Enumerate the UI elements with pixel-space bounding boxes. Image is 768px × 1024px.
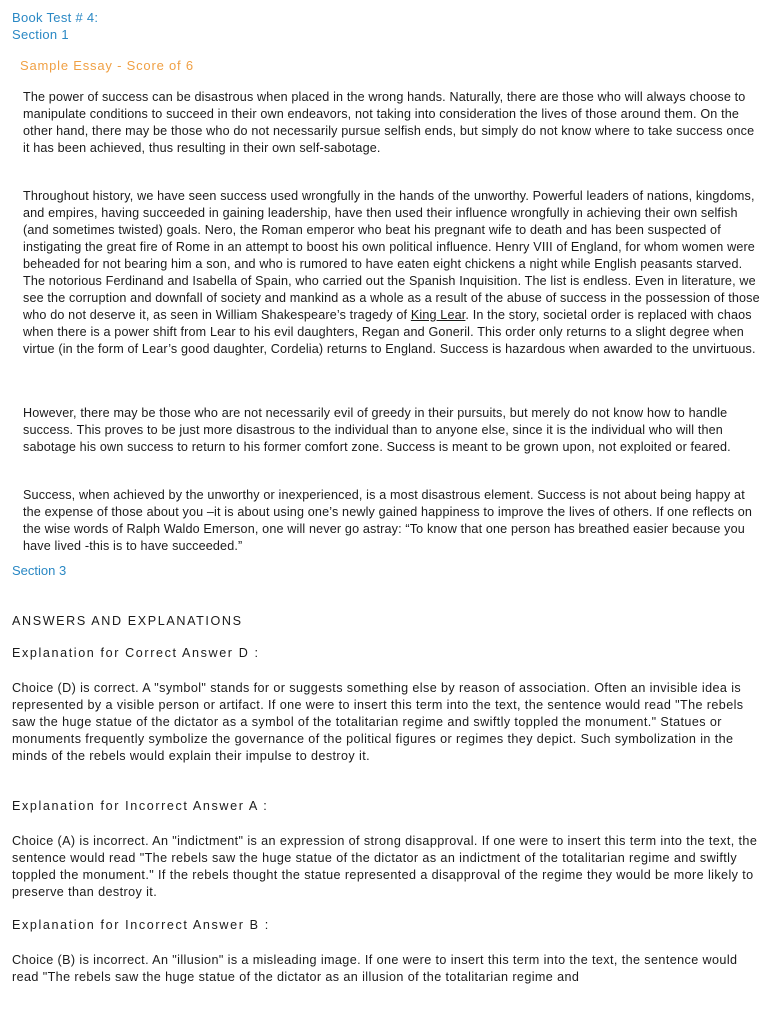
answer-d-text: Choice (D) is correct. A "symbol" stands for or suggests something else by reason of association. Often an invisible idea is represented by a visible person or artifact. If one were to insert this term into the text, the sentence would read "The rebels saw the huge statue of the dictator as a symbol of the totalitarian regime and swiftly toppled the monument." Statues or monuments frequently symbolize the governance of the political figures or regimes they depict. Such symbolization in the minds of the rebels would explain their impulse to destroy it.: [12, 681, 744, 763]
section-3-heading: Section 3: [12, 563, 67, 578]
answer-b-explanation: [12, 952, 760, 986]
book-test-label: Book Test # 4:: [12, 10, 99, 25]
answer-b-heading: Explanation for Incorrect Answer B :: [12, 918, 270, 932]
essay-paragraph-2-text: [23, 188, 761, 358]
answer-d-heading: Explanation for Correct Answer D :: [12, 646, 260, 660]
essay-paragraph-2-part-1: Throughout history, we have seen success used wrongfully in the hands of the unworthy. Powerful leaders of nations, kingdoms, and empires, having succeeded in gaining leadership, have then used their influence wrongfully in achieving their own selfish (and sometimes twisted) goals. Nero, the Roman emperor who beat his pregnant wife to death and has been suspected of instigating the great fire of Rome in an attempt to boost his own political influence. Henry VIII of England, for whom women were beheaded for not bearing him a son, and who is rumored to have eaten eight chickens a night while English peasants starved. The notorious Ferdinand and Isabella of Spain, who carried out the Spanish Inquisition. The list is endless. Even in literature, we see the corruption and downfall of society and mankind as a whole as a result of the abuse of success in the possession of those who do not deserve it, as seen in William Shakespeare’s tragedy of: [23, 189, 760, 322]
essay-paragraph-2-part-2: . In the story, societal order is replaced with chaos when there is a power shift from Lear to his evil daughters, Regan and Goneril. This order only returns to a slight degree when virtue (in the form of Lear’s good daughter, Cordelia) returns to England. Success is hazardous when awarded to the unvirtuous.: [23, 308, 756, 356]
answer-a-heading: Explanation for Incorrect Answer A :: [12, 799, 269, 813]
answer-b-text: Choice (B) is incorrect. An "illusion" is a misleading image. If one were to insert this term into the text, the sentence would read "The rebels saw the huge statue of the dictator as an illusion of the totalitarian regime and: [12, 953, 738, 984]
essay-paragraph-3-text: However, there may be those who are not necessarily evil of greedy in their pursuits, but merely do not know how to handle success. This proves to be just more disastrous to the individual than to anyone else, since it is the individual who will then sabotage his own success to return to his former comfort zone. Success is meant to be grown upon, not exploited or feared.: [23, 406, 731, 454]
essay-paragraph-1: [23, 89, 761, 157]
answer-a-text: Choice (A) is incorrect. An "indictment" is an expression of strong disapproval. If one were to insert this term into the text, the sentence would read "The rebels saw the huge statue of the dictator as an indictment of the totalitarian regime and swiftly toppled the monument." If the rebels thought the statue represented a disapproval of the regime they would be more likely to preserve than destroy it.: [12, 834, 758, 899]
answer-d-explanation: [12, 680, 760, 765]
essay-paragraph-3: [23, 405, 761, 456]
answer-a-explanation: [12, 833, 760, 901]
answers-heading: ANSWERS AND EXPLANATIONS: [12, 614, 243, 628]
section-1-heading: Section 1: [12, 27, 69, 42]
essay-paragraph-2: [23, 188, 761, 358]
king-lear-title: King Lear: [410, 308, 466, 322]
essay-paragraph-1-text: The power of success can be disastrous when placed in the wrong hands. Naturally, there are those who will always choose to manipulate conditions to succeed in their own endeavors, not taking into consideration the lives of those around them. On the other hand, there may be those who do not necessarily pursue selfish ends, but simply do not know where to take success once it has been achieved, thus resulting in their own self-sabotage.: [23, 90, 755, 155]
essay-paragraph-4-text: Success, when achieved by the unworthy or inexperienced, is a most disastrous element. Success is not about being happy at the expense of those about you –it is about using one’s newly gained happiness to improve the lives of others. If one reflects on the wise words of Ralph Waldo Emerson, one will never go astray: “To know that one person has breathed easier because you have lived -this is to have succeeded.”: [23, 488, 753, 553]
essay-paragraph-4: [23, 487, 761, 555]
sample-essay-title: Sample Essay - Score of 6: [20, 58, 194, 73]
